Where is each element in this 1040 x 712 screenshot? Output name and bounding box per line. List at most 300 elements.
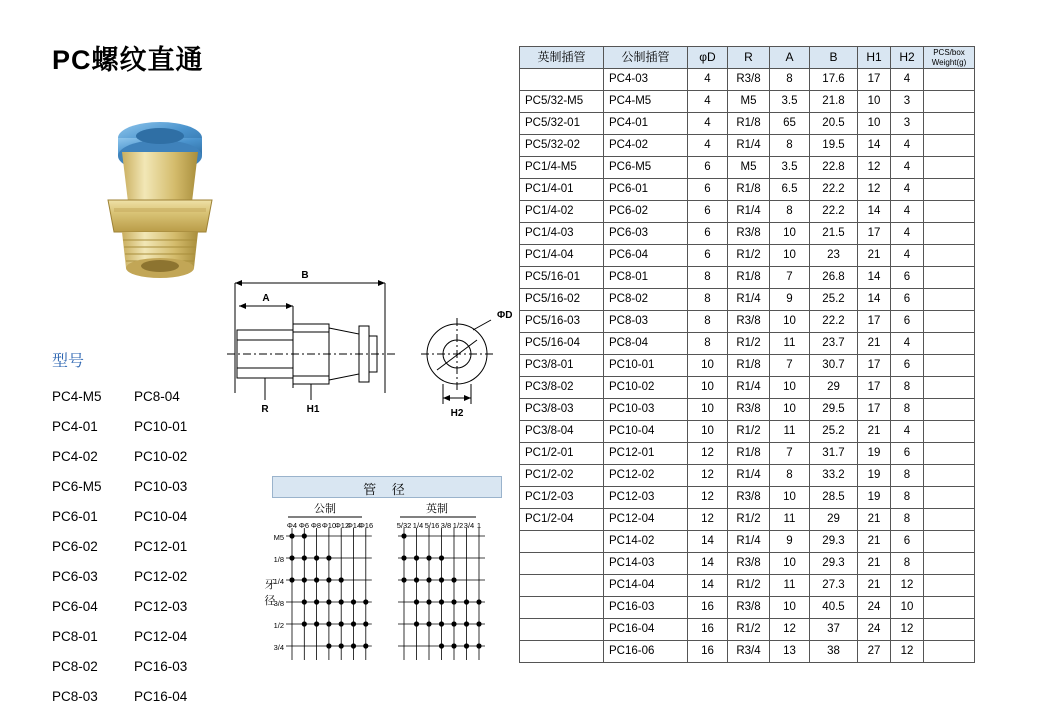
cell-metric: PC4-03 <box>604 69 688 91</box>
inch-col-label: 1/2 <box>452 521 464 530</box>
matrix-dot <box>476 621 481 626</box>
cell-b: 30.7 <box>810 355 858 377</box>
cell-h1: 17 <box>858 311 891 333</box>
cell-r: R3/8 <box>728 69 770 91</box>
cell-a: 8 <box>770 69 810 91</box>
cell-h2: 8 <box>891 553 924 575</box>
dim-label-a: A <box>262 293 270 304</box>
cell-a: 11 <box>770 333 810 355</box>
cell-r: R3/8 <box>728 553 770 575</box>
matrix-dot <box>476 643 481 648</box>
list-item <box>52 622 242 652</box>
cell-r: R1/4 <box>728 377 770 399</box>
model-code: PC6-04 <box>52 599 98 615</box>
model-list <box>52 382 242 712</box>
model-code: PC10-04 <box>134 509 188 525</box>
table-row <box>520 267 975 289</box>
cell-a: 10 <box>770 597 810 619</box>
cell-a: 8 <box>770 201 810 223</box>
thread-row-label: 3/8 <box>273 599 284 608</box>
col-header-pcs <box>924 47 975 69</box>
cell-b: 22.2 <box>810 311 858 333</box>
cell-h1: 21 <box>858 245 891 267</box>
cell-h1: 14 <box>858 201 891 223</box>
cell-d: 12 <box>688 509 728 531</box>
list-item <box>52 472 242 502</box>
matrix-dot <box>289 533 294 538</box>
cell-inch: PC1/2-04 <box>520 509 604 531</box>
matrix-dot <box>302 533 307 538</box>
cell-a: 10 <box>770 487 810 509</box>
matrix-dot <box>439 555 444 560</box>
cell-pcs <box>924 531 975 553</box>
cell-d: 12 <box>688 487 728 509</box>
cell-d: 16 <box>688 619 728 641</box>
matrix-dot <box>314 621 319 626</box>
table-header-row <box>520 47 975 69</box>
table-row <box>520 245 975 267</box>
matrix-dot <box>401 577 406 582</box>
col-header-h1: H1 <box>858 47 891 69</box>
cell-metric: PC16-06 <box>604 641 688 663</box>
matrix-dot <box>363 643 368 648</box>
cell-metric: PC10-03 <box>604 399 688 421</box>
pipe-diameter-chart <box>252 470 512 675</box>
cell-d: 6 <box>688 245 728 267</box>
cell-a: 8 <box>770 465 810 487</box>
matrix-dot <box>426 621 431 626</box>
cell-inch: PC3/8-02 <box>520 377 604 399</box>
col-header-r: R <box>728 47 770 69</box>
cell-d: 4 <box>688 113 728 135</box>
cell-h1: 27 <box>858 641 891 663</box>
cell-b: 22.8 <box>810 157 858 179</box>
cell-b: 29 <box>810 509 858 531</box>
col-header-pcs-line2: Weight(g) <box>931 57 967 67</box>
cell-h1: 17 <box>858 377 891 399</box>
cell-b: 26.8 <box>810 267 858 289</box>
inch-col-label: 1/4 <box>412 521 424 530</box>
cell-metric: PC14-04 <box>604 575 688 597</box>
cell-inch <box>520 641 604 663</box>
cell-a: 9 <box>770 531 810 553</box>
table-row <box>520 179 975 201</box>
cell-metric: PC6-M5 <box>604 157 688 179</box>
cell-h1: 19 <box>858 443 891 465</box>
cell-inch: PC1/4-01 <box>520 179 604 201</box>
cell-metric: PC8-04 <box>604 333 688 355</box>
cell-h2: 4 <box>891 245 924 267</box>
table-row <box>520 91 975 113</box>
cell-a: 9 <box>770 289 810 311</box>
cell-metric: PC10-02 <box>604 377 688 399</box>
cell-b: 19.5 <box>810 135 858 157</box>
cell-a: 10 <box>770 311 810 333</box>
cell-r: R1/8 <box>728 179 770 201</box>
cell-inch: PC5/32-01 <box>520 113 604 135</box>
cell-d: 14 <box>688 553 728 575</box>
table-row <box>520 487 975 509</box>
matrix-dot <box>426 577 431 582</box>
cell-h2: 8 <box>891 509 924 531</box>
cell-r: R3/4 <box>728 641 770 663</box>
cell-a: 10 <box>770 399 810 421</box>
dim-label-h2: H2 <box>450 408 464 419</box>
table-row <box>520 201 975 223</box>
cell-b: 17.6 <box>810 69 858 91</box>
table-row <box>520 377 975 399</box>
cell-metric: PC16-04 <box>604 619 688 641</box>
model-code: PC4-M5 <box>52 389 102 405</box>
cell-inch: PC5/16-03 <box>520 311 604 333</box>
cell-d: 16 <box>688 641 728 663</box>
cell-inch: PC5/16-01 <box>520 267 604 289</box>
cell-pcs <box>924 91 975 113</box>
matrix-dot <box>414 577 419 582</box>
inch-col-label: 1 <box>476 521 482 530</box>
cell-h2: 10 <box>891 597 924 619</box>
matrix-dot <box>464 621 469 626</box>
cell-h1: 10 <box>858 91 891 113</box>
cell-b: 23.7 <box>810 333 858 355</box>
matrix-dot <box>351 643 356 648</box>
cell-b: 25.2 <box>810 289 858 311</box>
cell-inch: PC1/4-04 <box>520 245 604 267</box>
matrix-dot <box>439 599 444 604</box>
cell-d: 4 <box>688 69 728 91</box>
inch-group-header: 英制 <box>426 503 448 515</box>
cell-r: R3/8 <box>728 597 770 619</box>
cell-inch <box>520 69 604 91</box>
cell-h2: 8 <box>891 487 924 509</box>
list-item <box>52 382 242 412</box>
cell-h1: 14 <box>858 135 891 157</box>
cell-r: R1/2 <box>728 421 770 443</box>
matrix-dot <box>314 599 319 604</box>
cell-inch: PC3/8-03 <box>520 399 604 421</box>
cell-b: 37 <box>810 619 858 641</box>
cell-r: R1/8 <box>728 267 770 289</box>
cell-h2: 4 <box>891 135 924 157</box>
table-row <box>520 355 975 377</box>
cell-r: M5 <box>728 157 770 179</box>
cell-pcs <box>924 377 975 399</box>
cell-d: 8 <box>688 289 728 311</box>
thread-row-label: 1/8 <box>273 555 284 564</box>
cell-pcs <box>924 597 975 619</box>
cell-r: R1/2 <box>728 619 770 641</box>
pipe-chart-title: 管 径 <box>363 482 411 497</box>
cell-inch: PC1/2-03 <box>520 487 604 509</box>
cell-h2: 4 <box>891 201 924 223</box>
matrix-dot <box>314 577 319 582</box>
cell-pcs <box>924 245 975 267</box>
list-item <box>52 682 242 712</box>
cell-inch <box>520 597 604 619</box>
cell-h2: 4 <box>891 421 924 443</box>
metric-col-label: Φ8 <box>310 521 322 530</box>
cell-inch: PC1/2-01 <box>520 443 604 465</box>
table-row <box>520 223 975 245</box>
cell-b: 27.3 <box>810 575 858 597</box>
cell-b: 29 <box>810 377 858 399</box>
cell-pcs <box>924 113 975 135</box>
cell-h1: 19 <box>858 465 891 487</box>
matrix-dot <box>451 621 456 626</box>
cell-a: 11 <box>770 509 810 531</box>
matrix-dot <box>476 599 481 604</box>
table-row <box>520 421 975 443</box>
cell-inch: PC5/16-04 <box>520 333 604 355</box>
cell-h2: 3 <box>891 91 924 113</box>
cell-h2: 4 <box>891 223 924 245</box>
cell-h2: 12 <box>891 575 924 597</box>
col-header-pcs-line1: PCS/box <box>933 47 965 57</box>
model-code: PC4-02 <box>52 449 98 465</box>
cell-pcs <box>924 355 975 377</box>
cell-r: R1/2 <box>728 509 770 531</box>
table-row <box>520 399 975 421</box>
cell-d: 10 <box>688 421 728 443</box>
matrix-dot <box>326 577 331 582</box>
cell-metric: PC12-04 <box>604 509 688 531</box>
cell-metric: PC10-04 <box>604 421 688 443</box>
cell-pcs <box>924 421 975 443</box>
cell-metric: PC6-04 <box>604 245 688 267</box>
cell-h1: 14 <box>858 267 891 289</box>
cell-h1: 12 <box>858 157 891 179</box>
cell-inch: PC1/4-02 <box>520 201 604 223</box>
matrix-dot <box>339 577 344 582</box>
table-row <box>520 575 975 597</box>
thread-axis-label-2: 径 <box>264 595 276 607</box>
matrix-dot <box>314 555 319 560</box>
cell-metric: PC12-02 <box>604 465 688 487</box>
inch-col-label: 5/16 <box>424 521 440 530</box>
cell-metric: PC6-03 <box>604 223 688 245</box>
cell-h2: 3 <box>891 113 924 135</box>
thread-row-label: M5 <box>273 533 284 542</box>
product-photo <box>60 90 260 280</box>
cell-h1: 24 <box>858 619 891 641</box>
cell-b: 31.7 <box>810 443 858 465</box>
cell-b: 38 <box>810 641 858 663</box>
matrix-dot <box>439 621 444 626</box>
cell-d: 6 <box>688 223 728 245</box>
cell-pcs <box>924 201 975 223</box>
cell-d: 4 <box>688 91 728 113</box>
cell-a: 11 <box>770 575 810 597</box>
spec-table <box>519 46 975 663</box>
cell-b: 29.3 <box>810 553 858 575</box>
thread-row-label: 1/4 <box>273 577 284 586</box>
model-code: PC12-03 <box>134 599 188 615</box>
table-row <box>520 619 975 641</box>
cell-a: 6.5 <box>770 179 810 201</box>
cell-inch <box>520 619 604 641</box>
cell-pcs <box>924 619 975 641</box>
list-item <box>52 412 242 442</box>
model-section-heading: 型号 <box>52 353 85 370</box>
cell-metric: PC4-M5 <box>604 91 688 113</box>
cell-metric: PC8-02 <box>604 289 688 311</box>
model-code: PC8-02 <box>52 659 98 675</box>
metric-col-label: Φ6 <box>298 521 310 530</box>
cell-metric: PC8-01 <box>604 267 688 289</box>
model-code: PC10-03 <box>134 479 188 495</box>
cell-r: R3/8 <box>728 311 770 333</box>
cell-d: 6 <box>688 201 728 223</box>
matrix-dot <box>339 599 344 604</box>
cell-metric: PC4-01 <box>604 113 688 135</box>
cell-metric: PC12-01 <box>604 443 688 465</box>
cell-h2: 6 <box>891 311 924 333</box>
table-row <box>520 333 975 355</box>
matrix-dot <box>302 555 307 560</box>
matrix-dot <box>326 599 331 604</box>
matrix-dot <box>464 643 469 648</box>
cell-inch: PC1/2-02 <box>520 465 604 487</box>
dim-label-phid: ΦD <box>497 310 513 321</box>
metric-col-label: Φ4 <box>286 521 298 530</box>
cell-pcs <box>924 157 975 179</box>
cell-a: 13 <box>770 641 810 663</box>
cell-inch: PC5/32-M5 <box>520 91 604 113</box>
model-code: PC8-01 <box>52 629 98 645</box>
cell-pcs <box>924 465 975 487</box>
list-item <box>52 562 242 592</box>
cell-pcs <box>924 179 975 201</box>
cell-a: 12 <box>770 619 810 641</box>
cell-b: 20.5 <box>810 113 858 135</box>
cell-d: 10 <box>688 377 728 399</box>
cell-pcs <box>924 69 975 91</box>
cell-h2: 6 <box>891 531 924 553</box>
cell-h1: 24 <box>858 597 891 619</box>
col-header-d: φD <box>688 47 728 69</box>
cell-metric: PC6-02 <box>604 201 688 223</box>
cell-metric: PC8-03 <box>604 311 688 333</box>
cell-d: 10 <box>688 355 728 377</box>
inch-col-label: 3/8 <box>440 521 452 530</box>
cell-a: 10 <box>770 553 810 575</box>
cell-metric: PC10-01 <box>604 355 688 377</box>
model-code: PC10-02 <box>134 449 188 465</box>
cell-metric: PC12-03 <box>604 487 688 509</box>
table-row <box>520 289 975 311</box>
metric-col-label: Φ16 <box>358 521 374 530</box>
cell-a: 7 <box>770 443 810 465</box>
thread-row-label: 1/2 <box>273 621 284 630</box>
spec-table-body <box>520 69 975 663</box>
model-code: PC6-02 <box>52 539 98 555</box>
matrix-dot <box>351 621 356 626</box>
cell-inch: PC1/4-03 <box>520 223 604 245</box>
list-item <box>52 652 242 682</box>
metric-group-header: 公制 <box>314 503 336 515</box>
cell-inch: PC5/32-02 <box>520 135 604 157</box>
cell-r: R1/8 <box>728 443 770 465</box>
cell-a: 10 <box>770 245 810 267</box>
cell-r: R3/8 <box>728 223 770 245</box>
cell-a: 3.5 <box>770 157 810 179</box>
cell-d: 14 <box>688 575 728 597</box>
matrix-dot <box>339 643 344 648</box>
table-row <box>520 465 975 487</box>
cell-r: R1/2 <box>728 245 770 267</box>
model-code: PC6-03 <box>52 569 98 585</box>
model-code: PC16-04 <box>134 689 188 705</box>
cell-b: 25.2 <box>810 421 858 443</box>
cell-d: 6 <box>688 157 728 179</box>
table-row <box>520 135 975 157</box>
matrix-dot <box>426 555 431 560</box>
cell-b: 40.5 <box>810 597 858 619</box>
thread-row-label: 3/4 <box>273 643 284 652</box>
cell-r: R1/2 <box>728 575 770 597</box>
matrix-dot <box>302 577 307 582</box>
cell-pcs <box>924 267 975 289</box>
model-code: PC6-01 <box>52 509 98 525</box>
cell-b: 23 <box>810 245 858 267</box>
matrix-dot <box>326 643 331 648</box>
cell-inch <box>520 553 604 575</box>
cell-h1: 17 <box>858 69 891 91</box>
metric-col-label: Φ12 <box>334 521 350 530</box>
cell-b: 21.8 <box>810 91 858 113</box>
cell-r: R1/4 <box>728 531 770 553</box>
table-row <box>520 553 975 575</box>
col-header-a: A <box>770 47 810 69</box>
cell-inch <box>520 531 604 553</box>
page-title: PC螺纹直通 <box>52 45 204 75</box>
cell-d: 6 <box>688 179 728 201</box>
col-header-inch: 英制插管 <box>520 47 604 69</box>
cell-pcs <box>924 223 975 245</box>
matrix-dot <box>401 533 406 538</box>
cell-d: 16 <box>688 597 728 619</box>
cell-d: 4 <box>688 135 728 157</box>
cell-a: 8 <box>770 135 810 157</box>
matrix-dot <box>363 599 368 604</box>
col-header-metric: 公制插管 <box>604 47 688 69</box>
list-item <box>52 502 242 532</box>
table-row <box>520 113 975 135</box>
cell-b: 28.5 <box>810 487 858 509</box>
table-row <box>520 509 975 531</box>
cell-h2: 8 <box>891 465 924 487</box>
cell-pcs <box>924 553 975 575</box>
cell-h1: 17 <box>858 223 891 245</box>
cell-a: 65 <box>770 113 810 135</box>
matrix-dot <box>451 577 456 582</box>
cell-h1: 21 <box>858 509 891 531</box>
cell-h2: 6 <box>891 443 924 465</box>
inch-col-label: 5/32 <box>396 521 412 530</box>
cell-inch: PC5/16-02 <box>520 289 604 311</box>
table-row <box>520 311 975 333</box>
model-code: PC6-M5 <box>52 479 102 495</box>
cell-h2: 6 <box>891 289 924 311</box>
matrix-dot <box>326 555 331 560</box>
cell-metric: PC14-03 <box>604 553 688 575</box>
matrix-dot <box>439 643 444 648</box>
dim-label-h1: H1 <box>306 404 320 415</box>
cell-inch: PC3/8-04 <box>520 421 604 443</box>
cell-h2: 4 <box>891 157 924 179</box>
cell-r: R3/8 <box>728 399 770 421</box>
cell-a: 10 <box>770 223 810 245</box>
